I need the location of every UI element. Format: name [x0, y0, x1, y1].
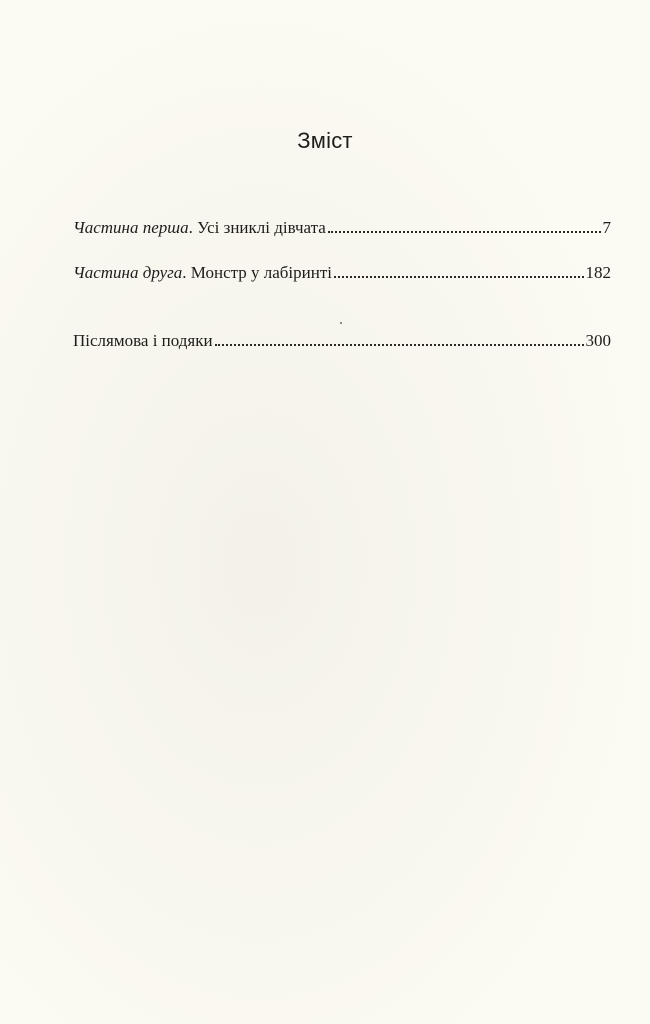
- toc-entry-page-number: 7: [602, 218, 611, 237]
- toc-entry-part-one[interactable]: [73, 217, 611, 239]
- toc-title: Зміст: [297, 128, 353, 153]
- toc-entry-part: Частина друга: [73, 263, 183, 282]
- toc-entry-separator: .: [182, 263, 191, 282]
- toc-entry-text: Монстр у лабіринті: [190, 263, 333, 282]
- toc-entry-label: [73, 262, 332, 284]
- toc-entry-page-number: 300: [585, 331, 611, 350]
- dot-leader: [334, 264, 583, 278]
- print-speck: [340, 322, 342, 324]
- toc-entry-label: [73, 330, 213, 352]
- toc-entry-page-number: 182: [585, 263, 611, 282]
- dot-leader: [328, 219, 601, 233]
- toc-entry-text: Усі зниклі дівчата: [197, 218, 326, 237]
- toc-entry-text: Післямова і подяки: [73, 331, 213, 350]
- dot-leader: [215, 332, 584, 346]
- toc-entry-part-two[interactable]: [73, 262, 611, 284]
- toc-entry-separator: .: [188, 218, 198, 237]
- toc-entry-afterword[interactable]: [73, 330, 611, 352]
- toc-entry-part: Частина перша: [73, 218, 189, 237]
- toc-entry-label: [73, 217, 326, 239]
